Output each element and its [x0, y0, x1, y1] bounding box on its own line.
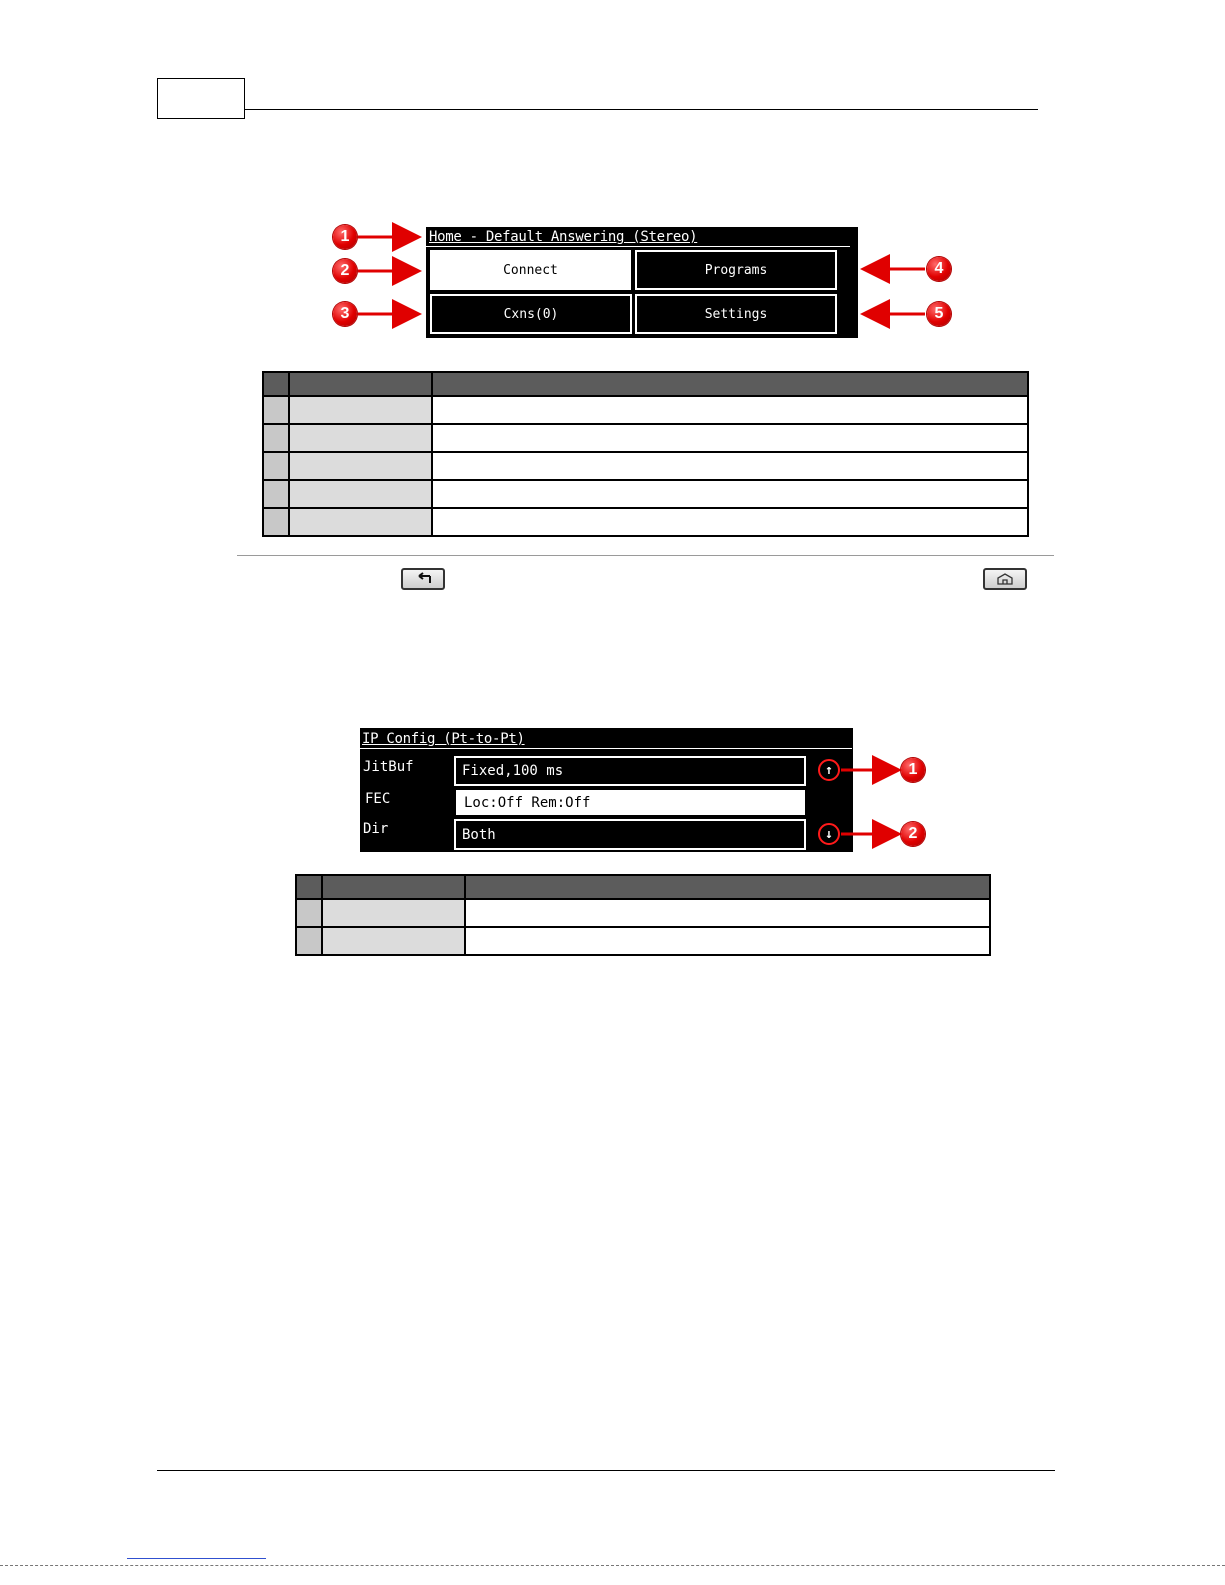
table-cell: [263, 396, 289, 424]
back-arrow-icon: [411, 572, 435, 586]
dir-field[interactable]: Both: [454, 819, 806, 850]
table-cell: [432, 508, 1028, 536]
table-cell: [263, 480, 289, 508]
callout-badge-ip-1: 1: [901, 758, 925, 782]
dir-label: Dir: [363, 821, 389, 837]
table-row: [263, 396, 1028, 424]
table-cell: [289, 452, 432, 480]
footer-rule: [157, 1470, 1055, 1471]
table-cell: [263, 508, 289, 536]
table-cell: [289, 424, 432, 452]
table-cell: [263, 452, 289, 480]
scroll-down-icon[interactable]: ↓: [818, 823, 840, 845]
callout-badge-1: 1: [333, 225, 357, 249]
footer-link-underline[interactable]: [127, 1558, 266, 1559]
table-cell: [289, 396, 432, 424]
home-icon: [993, 572, 1017, 586]
jitbuf-field[interactable]: Fixed,100 ms: [454, 756, 806, 786]
table-cell: [289, 508, 432, 536]
callout-badge-3: 3: [333, 302, 357, 326]
page-break-line: [0, 1565, 1225, 1566]
table-row: [296, 927, 990, 955]
callout-badge-2: 2: [333, 259, 357, 283]
callout-table-ip: [295, 874, 991, 956]
table-cell: [296, 899, 322, 927]
back-key-button[interactable]: [401, 568, 445, 590]
table-header-cell: [465, 875, 990, 899]
table-row: [296, 899, 990, 927]
table-header-cell: [322, 875, 465, 899]
jitbuf-label: JitBuf: [363, 759, 414, 775]
table-cell: [465, 899, 990, 927]
scroll-up-icon[interactable]: ↑: [818, 759, 840, 781]
callout-table-home: [262, 371, 1029, 537]
table-header-cell: [296, 875, 322, 899]
table-cell: [322, 927, 465, 955]
table-cell: [296, 927, 322, 955]
callout-badge-5: 5: [927, 302, 951, 326]
callout-badge-4: 4: [927, 257, 951, 281]
table-cell: [322, 899, 465, 927]
table-cell: [465, 927, 990, 955]
home-key-button[interactable]: [983, 568, 1027, 590]
table-cell: [432, 396, 1028, 424]
table-header-cell: [263, 372, 289, 396]
table-row: [263, 424, 1028, 452]
connections-button[interactable]: Cxns(0): [430, 294, 632, 334]
table-cell: [432, 452, 1028, 480]
callout-badge-ip-2: 2: [901, 822, 925, 846]
table-row: [263, 508, 1028, 536]
table-row: [263, 480, 1028, 508]
table-row: [263, 452, 1028, 480]
section-divider: [237, 555, 1054, 556]
table-cell: [432, 480, 1028, 508]
ip-config-title: IP Config (Pt-to-Pt): [362, 731, 525, 747]
table-cell: [289, 480, 432, 508]
table-header-row: [296, 875, 990, 899]
fec-field[interactable]: Loc:Off Rem:Off: [456, 790, 805, 815]
table-header-cell: [432, 372, 1028, 396]
programs-button[interactable]: Programs: [635, 250, 837, 290]
home-screen-title: Home - Default Answering (Stereo): [429, 229, 698, 245]
table-header-row: [263, 372, 1028, 396]
table-cell: [432, 424, 1028, 452]
callout-arrows-ip: [0, 700, 1225, 900]
connect-button[interactable]: Connect: [430, 250, 631, 290]
table-header-cell: [289, 372, 432, 396]
table-cell: [263, 424, 289, 452]
settings-button[interactable]: Settings: [635, 294, 837, 334]
fec-label: FEC: [365, 791, 391, 807]
callout-arrows-home: [0, 0, 1225, 400]
